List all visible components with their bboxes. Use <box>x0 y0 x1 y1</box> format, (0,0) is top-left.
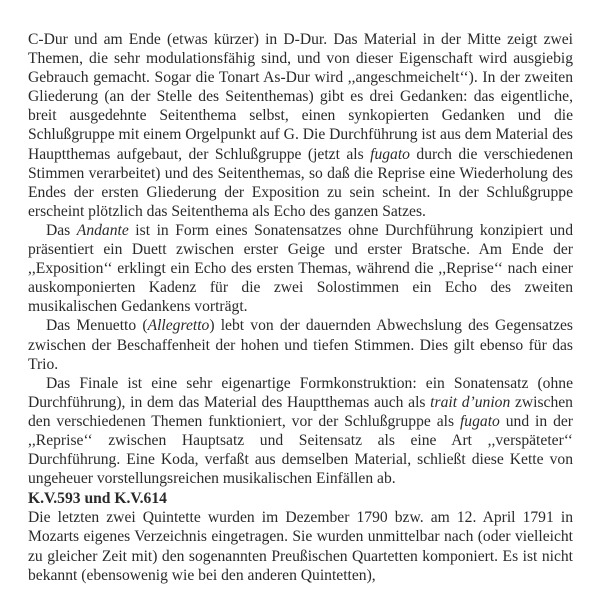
italic-term: Andante <box>76 221 129 239</box>
italic-term: fugato <box>370 145 410 163</box>
italic-term: fugato <box>459 412 500 430</box>
paragraph-text: ) lebt von der dauernden Abwechslung des Gegensatzes zwischen der Beschaffenheit der hohen und tiefen Stimmen. Dies gilt ebenso für das Trio. <box>28 317 573 373</box>
paragraph-text: C-Dur und am Ende (etwas kürzer) in D-Dur. Das Material in der Mitte zeigt zwei Themen, die sehr modulationsfähig sind, und von dieser Eigenschaft wird ausgiebig Gebrauch gemacht. Sogar die Tonart As-Dur wird ,,angeschmeichelt‘‘). In der zweiten Gliederung (an der Stelle des Seitenthemas) gibt es drei Gedanken: das eigentliche, breit ausgedehnte Seitenthema selbst, einen synkopierten Gedanken und die Schlußgruppe mit einem Orgelpunkt auf G. Die Durchführung ist aus dem Material des Hauptthemas aufgebaut, der Schlußgruppe (jetzt als <box>28 31 573 163</box>
section-heading: K.V.593 und K.V.614 <box>28 490 167 508</box>
paragraph-text: Das Menuetto ( <box>46 317 148 335</box>
document-page <box>28 30 573 585</box>
paragraph-text: und in der ,,Reprise‘‘ zwischen Hauptsatz und Seitensatz als eine Art ,,verspäteter‘‘ Durchführung. Eine Koda, verfaßt aus demselben Material, schließt diese Kette von ungeheuer vorstellungsreichen musikalischen Einfällen ab. <box>28 412 573 488</box>
italic-term: Allegretto <box>147 317 210 335</box>
paragraph-text: durch die verschiedenen Stimmen verarbeitet) und des Seitenthemas, so daß die Reprise eine Wiederholung des Endes der ersten Gliederung der Exposition zu sein scheint. In der Schlußgruppe erscheint plötzlich das Seitenthema als Echo des ganzen Satzes. <box>28 145 573 220</box>
paragraph-last-quintets <box>28 508 573 584</box>
italic-term: trait d’union <box>430 393 511 411</box>
paragraph-first-movement <box>28 30 573 221</box>
paragraph-finale <box>28 374 573 489</box>
paragraph-menuetto <box>28 316 573 373</box>
paragraph-text: Das <box>46 221 77 239</box>
paragraph-text: ist in Form eines Sonatensatzes ohne Durchführung konzipiert und präsentiert ein Duett zwischen erster Geige und erster Bratsche. Am Ende der ,,Exposition‘‘ erklingt ein Echo des ersten Themas, während die ,,Reprise‘‘ nach einer auskomponierten Kadenz für die zwei Solostimmen ein Echo des zweiten musikalischen Gedankens vorträgt. <box>28 221 574 316</box>
paragraph-text: Das Finale ist eine sehr eigenartige Formkonstruktion: ein Sonatensatz (ohne Durchführung), in dem das Material des Hauptthemas auch als <box>28 374 573 411</box>
paragraph-text: zwischen den verschiedenen Themen funktioniert, vor der Schlußgruppe als <box>28 393 573 430</box>
paragraph-andante <box>28 221 573 316</box>
paragraph-text: Die letzten zwei Quintette wurden im Dezember 1790 bzw. am 12. April 1791 in Mozarts eigenes Verzeichnis eingetragen. Sie wurden unmittelbar nach (oder vielleicht zu gleicher Zeit mit) den sogenannten Preußischen Quartetten komponiert. Es ist nicht bekannt (ebensowenig wie bei den anderen Quintetten), <box>28 509 573 584</box>
